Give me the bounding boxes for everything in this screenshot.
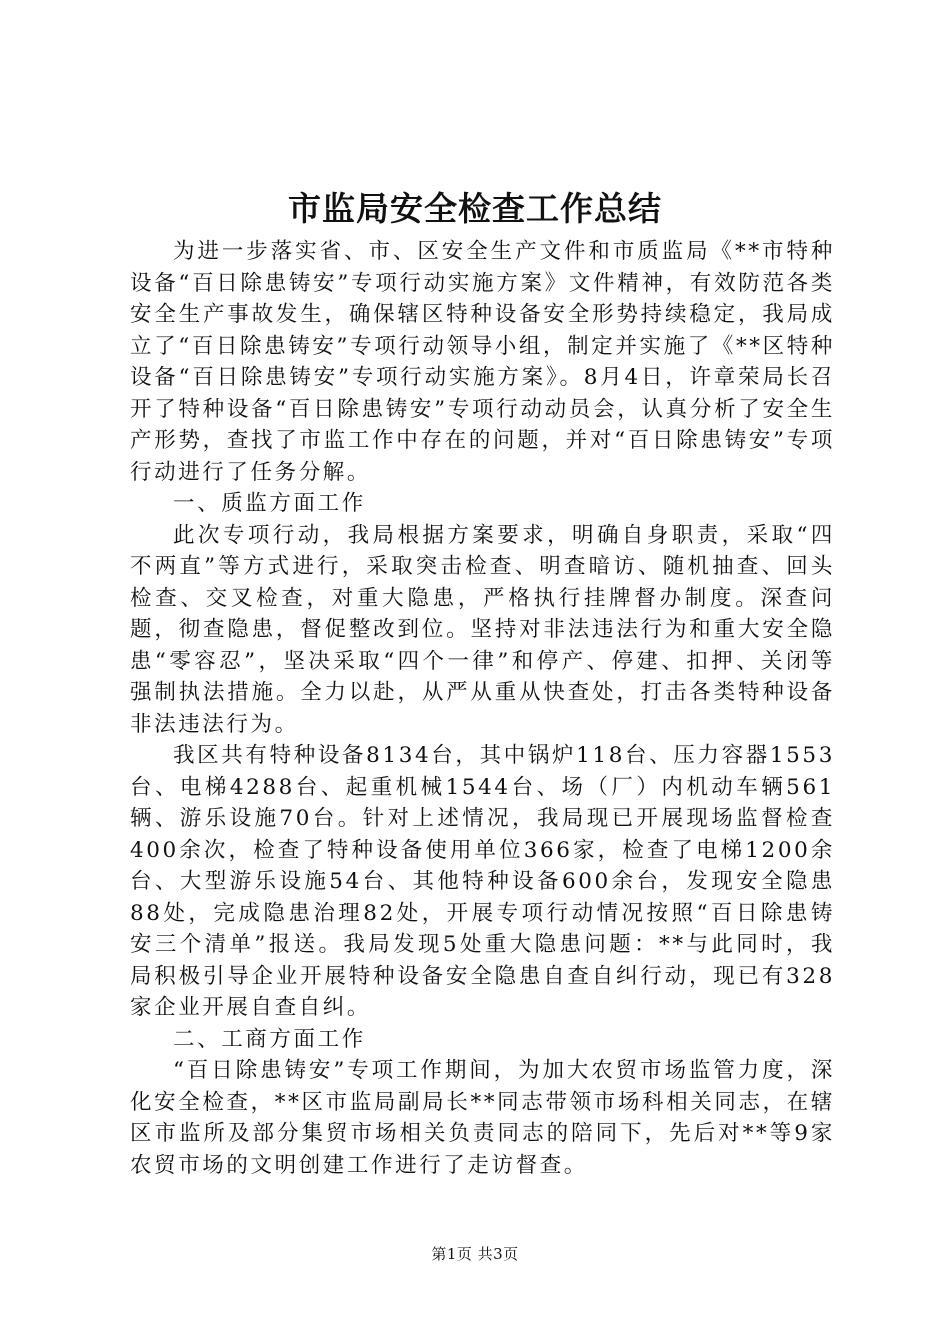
document-title: 市监局安全检查工作总结: [288, 189, 662, 228]
section-heading-commerce: 二、工商方面工作: [173, 1026, 366, 1052]
quality-paragraph-2: 我区共有特种设备8134台，其中锅炉118台、压力容器1553台、电梯4288台、起重机械1544台、场（厂）内机动车辆561辆、游乐设施70台。针对上述情况，我局现已开展现场监督检查400余次，检查了特种设备使用单位366家，检查了电梯1200余台、大型游乐设施54台、其他特种设备600余台，发现安全隐患88处，完成隐患治理82处，开展专项行动情况按照“百日除患铸安三个清单”报送。我局发现5处重大隐患问题：**与此同时，我局积极引导企业开展特种设备安全隐患自查自纠行动，现已有328家企业开展自查自纠。: [130, 743, 835, 1020]
document-body: [130, 236, 835, 1181]
quality-paragraph-1: 此次专项行动，我局根据方案要求，明确自身职责，采取“四不两直”等方式进行，采取突击检查、明查暗访、随机抽查、回头检查、交叉检查，对重大隐患，严格执行挂牌督办制度。深查问题，彻查隐患，督促整改到位。坚持对非法违法行为和重大安全隐患“零容忍”，坚决采取“四个一律”和停产、停建、扣押、关闭等强制执法措施。全力以赴，从严从重从快查处，打击各类特种设备非法违法行为。: [130, 522, 835, 737]
commerce-paragraph: “百日除患铸安”专项工作期间，为加大农贸市场监管力度，深化安全检查，**区市监局副局长**同志带领市场科相关同志，在辖区市监所及部分集贸市场相关负责同志的陪同下，先后对**等9家农贸市场的文明创建工作进行了走访督查。: [130, 1058, 835, 1178]
page-footer: 第1页 共3页: [431, 1245, 519, 1263]
section-heading-quality: 一、质监方面工作: [173, 491, 366, 516]
intro-paragraph: 为进一步落实省、市、区安全生产文件和市质监局《**市特种设备“百日除患铸安”专项行动实施方案》文件精神，有效防范各类安全生产事故发生，确保辖区特种设备安全形势持续稳定，我局成立了“百日除患铸安”专项行动领导小组，制定并实施了《**区特种设备“百日除患铸安”专项行动实施方案》。8月4日，许章荣局长召开了特种设备“百日除患铸安”专项行动动员会，认真分析了安全生产形势，查找了市监工作中存在的问题，并对“百日除患铸安”专项行动进行了任务分解。: [130, 239, 835, 485]
